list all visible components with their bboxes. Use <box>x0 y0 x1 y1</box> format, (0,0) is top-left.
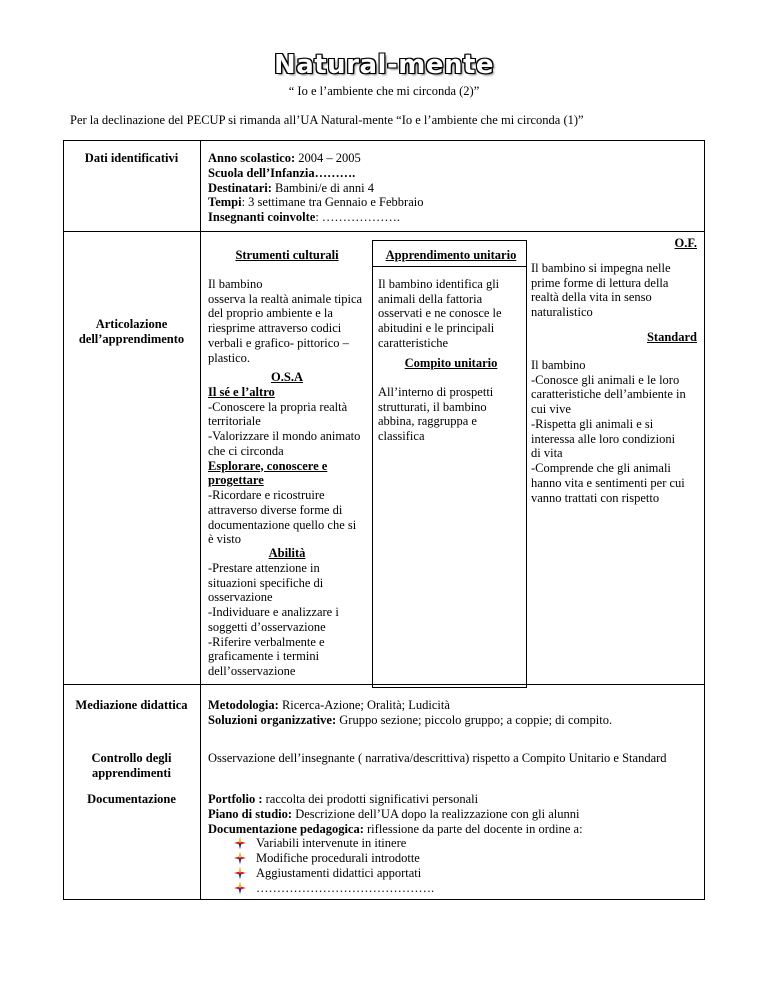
standard-line: vanno trattati con rispetto <box>531 490 660 505</box>
osa-subheading-se-altro: Il sé e l’altro <box>208 384 275 399</box>
abilita-line: situazioni specifiche di <box>208 575 324 590</box>
anno-value: 2004 – 2005 <box>295 151 361 165</box>
standard-line: hanno vita e sentimenti per cui <box>531 475 685 490</box>
tempi-label: Tempi <box>208 195 242 210</box>
soluzioni-value: Gruppo sezione; piccolo gruppo; a coppie; di compito. <box>336 712 613 727</box>
abilita-heading: Abilità <box>268 546 306 560</box>
documentazione-pedagogica-label: Documentazione pedagogica: <box>208 821 364 836</box>
abilita-line: -Riferire verbalmente e <box>208 634 325 649</box>
articolazione-label <box>63 317 200 347</box>
metodologia-label: Metodologia: <box>208 698 279 712</box>
portfolio-label: Portfolio : <box>208 792 263 806</box>
metodologia-value: Ricerca-Azione; Oralità; Ludicità <box>278 698 450 712</box>
osa-line: che ci circonda <box>208 443 284 458</box>
four-point-star-bullet-icon <box>234 867 246 879</box>
strumenti-line: plastico. <box>208 350 251 365</box>
standard-line: cui vive <box>531 402 571 416</box>
four-point-star-bullet-icon <box>234 882 246 894</box>
document-subtitle: “ Io e l’ambiente che mi circonda (2)” <box>288 84 480 98</box>
of-heading: O.F. <box>674 236 697 250</box>
osa-subheading-esplorare: progettare <box>208 473 264 488</box>
osa-line: -Ricordare e ricostruire <box>208 488 325 502</box>
compito-unitario <box>378 356 524 444</box>
documentazione-label: Documentazione <box>87 792 176 806</box>
compito-line: strutturati, il bambino <box>378 399 487 414</box>
tempi-value: : 3 settimane tra Gennaio e Febbraio <box>241 195 424 210</box>
compito-heading: Compito unitario <box>404 356 498 370</box>
osa-line: -Valorizzare il mondo animato <box>208 429 361 443</box>
apprendimento-line: abitudini e le principali <box>378 321 495 335</box>
apprendimento-line: osservati e ne conosce le <box>378 306 502 321</box>
portfolio-value: raccolta dei prodotti significativi personali <box>262 792 479 806</box>
abilita-section <box>208 546 366 679</box>
list-item <box>208 836 698 851</box>
apprendimento-line: animali della fattoria <box>378 291 483 306</box>
apprendimento-line: Il bambino identifica gli <box>378 276 500 291</box>
scuola: Scuola dell’Infanzia………. <box>208 165 356 180</box>
standard-line: -Conosce gli animali e le loro <box>531 372 680 387</box>
table-column-divider <box>200 140 201 899</box>
mediazione-label: Mediazione didattica <box>75 698 188 712</box>
abilita-line: osservazione <box>208 590 273 605</box>
osa-section <box>208 370 366 547</box>
compito-line: classifica <box>378 429 425 443</box>
four-point-star-bullet-icon <box>234 837 246 849</box>
standard-line: -Rispetta gli animali e si <box>531 416 654 431</box>
standard-heading: Standard <box>646 330 697 344</box>
controllo-text: Osservazione dell’insegnante ( narrativa/descrittiva) rispetto a Compito Unitario e Standard <box>208 751 667 765</box>
of-line: Il bambino si impegna nelle <box>531 260 671 275</box>
abilita-line: -Individuare e analizzare i <box>208 605 339 619</box>
abilita-line: -Prestare attenzione in <box>208 560 320 575</box>
osa-line: è visto <box>208 532 241 547</box>
anno-label: Anno scolastico: <box>208 151 296 165</box>
strumenti-line: osserva la realtà animale tipica <box>208 291 363 306</box>
dati-identificativi-content <box>208 151 688 225</box>
of-line: prime forme di lettura della <box>531 275 669 290</box>
abilita-line: graficamente i termini <box>208 649 320 664</box>
insegnanti-label: Insegnanti coinvolte <box>208 210 316 224</box>
strumenti-line: del proprio ambiente e la <box>208 306 333 321</box>
strumenti-line: Il bambino <box>208 276 263 291</box>
osa-line: attraverso diverse forme di <box>208 502 343 517</box>
documentazione-item: Modifiche procedurali introdotte <box>256 851 420 865</box>
document-title: Natural-mente <box>273 50 495 80</box>
apprendimento-unitario <box>378 248 524 351</box>
documentazione-content <box>208 792 698 895</box>
standard-section <box>531 330 701 505</box>
piano-studio-label: Piano di studio: <box>208 806 293 821</box>
standard-line: caratteristiche dell’ambiente in <box>531 387 686 402</box>
list-item <box>208 851 698 866</box>
of-section <box>531 236 701 320</box>
documentazione-item: Variabili intervenute in itinere <box>256 836 407 851</box>
documentazione-pedagogica-value: riflessione da parte del docente in ordine a: <box>363 821 583 836</box>
strumenti-culturali <box>208 248 366 365</box>
standard-line: di vita <box>531 446 563 461</box>
osa-line: -Conoscere la propria realtà <box>208 399 348 414</box>
osa-heading: O.S.A <box>271 370 303 384</box>
compito-line: abbina, raggruppa e <box>378 414 477 429</box>
dati-identificativi-label: Dati identificativi <box>84 151 179 165</box>
osa-subheading-esplorare: Esplorare, conoscere e <box>208 458 328 473</box>
destinatari-label: Destinatari: <box>208 180 272 195</box>
strumenti-line: riesprime attraverso codici <box>208 321 342 335</box>
articolazione-label-text: Articolazione dell’apprendimento <box>78 317 185 346</box>
osa-line: territoriale <box>208 414 261 429</box>
controllo-label-line: apprendimenti <box>92 765 171 780</box>
standard-line: Il bambino <box>531 357 586 372</box>
of-line: naturalistico <box>531 305 593 319</box>
apprendimento-heading: Apprendimento unitario <box>385 248 517 262</box>
compito-line: All’interno di prospetti <box>378 384 494 399</box>
mediazione-content <box>208 698 698 728</box>
standard-line: -Comprende che gli animali <box>531 461 671 475</box>
row-divider-1 <box>63 231 704 232</box>
documentazione-item: Aggiustamenti didattici apportati <box>256 865 422 880</box>
osa-line: documentazione quello che si <box>208 517 357 532</box>
piano-studio-value: Descrizione dell’UA dopo la realizzazione con gli alunni <box>292 806 580 821</box>
list-item <box>208 881 698 896</box>
destinatari-value: Bambini/e di anni 4 <box>271 180 374 195</box>
list-item <box>208 866 698 881</box>
standard-line: interessa alle loro condizioni <box>531 431 676 446</box>
controllo-label <box>63 751 200 781</box>
insegnanti-value: : ………………. <box>315 210 401 224</box>
strumenti-line: verbali e grafico- pittorico – <box>208 335 349 350</box>
strumenti-heading: Strumenti culturali <box>235 248 339 262</box>
four-point-star-bullet-icon <box>234 852 246 864</box>
intro-text: Per la declinazione del PECUP si rimanda all’UA Natural-mente “Io e l’ambiente che mi circonda (1)” <box>70 113 584 127</box>
controllo-label-line: Controllo degli <box>91 751 172 765</box>
documentazione-item: ……………………………………. <box>256 880 435 895</box>
abilita-line: soggetti d’osservazione <box>208 619 326 634</box>
soluzioni-label: Soluzioni organizzative: <box>208 712 337 727</box>
apprendimento-line: caratteristiche <box>378 335 449 350</box>
abilita-line: dell’osservazione <box>208 664 296 678</box>
of-line: realtà della vita in senso <box>531 290 652 305</box>
